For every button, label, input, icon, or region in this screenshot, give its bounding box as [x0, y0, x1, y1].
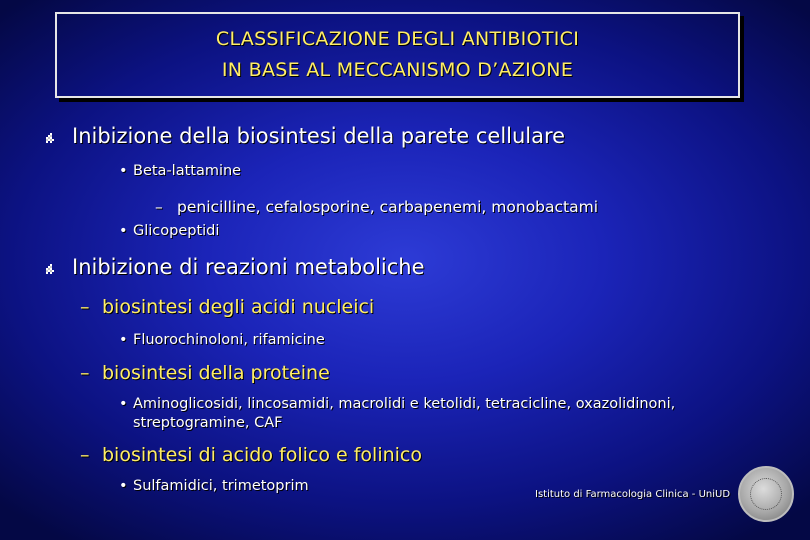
dash-bullet-icon: –: [80, 296, 90, 318]
section1-heading: Inibizione della biosintesi della parete cellulare: [72, 124, 566, 148]
section2-sub1: [80, 296, 374, 318]
dot-bullet-icon: •: [119, 332, 128, 348]
title-line-1: CLASSIFICAZIONE DEGLI ANTIBIOTICI: [215, 28, 580, 50]
university-seal-icon: [738, 466, 794, 522]
grid-bullet-icon: [45, 133, 54, 143]
section2-heading: Inibizione di reazioni metaboliche: [72, 255, 425, 279]
section2-sub1-text: biosintesi degli acidi nucleici: [102, 296, 375, 318]
dot-bullet-icon: •: [119, 396, 128, 412]
section1-item1-sub: [155, 198, 598, 216]
section2-sub3-item: [119, 478, 309, 494]
section1-item-beta-lattamine: [119, 163, 241, 179]
section2-sub3-text: biosintesi di acido folico e folinico: [102, 444, 422, 466]
dash-bullet-icon: –: [80, 444, 90, 466]
section1-item1-text: Beta-lattamine: [133, 163, 242, 179]
dash-bullet-icon: –: [155, 198, 163, 216]
dot-bullet-icon: •: [119, 478, 128, 494]
dot-bullet-icon: •: [119, 163, 128, 179]
dot-bullet-icon: •: [119, 223, 128, 239]
section2-sub1-item-text: Fluorochinoloni, rifamicine: [133, 332, 325, 348]
section2-sub3-item-text: Sulfamidici, trimetoprim: [133, 478, 309, 494]
section1-item2-text: Glicopeptidi: [133, 223, 220, 239]
section1-item-glicopeptidi: [119, 223, 219, 239]
section1-item1-sub-text: penicilline, cefalosporine, carbapenemi, monobactami: [177, 198, 599, 216]
grid-bullet-icon: [45, 264, 54, 274]
footer-credit: Istituto di Farmacologia Clinica - UniUD: [535, 489, 731, 500]
section2-sub1-item: [119, 332, 325, 348]
section2-sub2-item-line1: Aminoglicosidi, lincosamidi, macrolidi e ketolidi, tetracicline, oxazolidinoni,: [133, 396, 676, 412]
seal-inner-ring: [750, 478, 782, 510]
section2-sub2-text: biosintesi della proteine: [102, 362, 330, 384]
section2-sub2: [80, 362, 330, 384]
dash-bullet-icon: –: [80, 362, 90, 384]
section2-sub3: [80, 444, 422, 466]
title-box: [55, 12, 740, 98]
section2-sub2-item: [119, 396, 675, 412]
section2-sub2-item-line2: streptogramine, CAF: [133, 415, 283, 431]
title-line-2: IN BASE AL MECCANISMO D’AZIONE: [221, 59, 574, 81]
